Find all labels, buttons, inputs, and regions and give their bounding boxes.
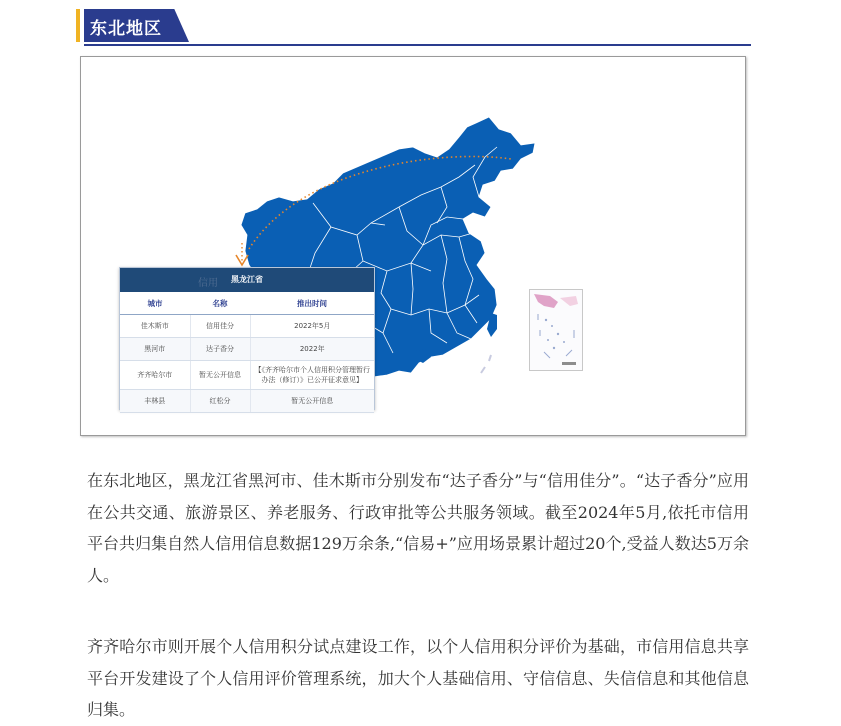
- card-watermark: 信用: [198, 278, 218, 289]
- cell-name: 暂无公开信息: [190, 361, 250, 390]
- cell-name: 红松分: [190, 390, 250, 413]
- table-row: [120, 338, 374, 361]
- table-row: [120, 361, 374, 390]
- south-china-sea-inset: [529, 289, 583, 371]
- cell-city: 丰林县: [120, 390, 190, 413]
- inset-coastline: [534, 294, 558, 308]
- table-row: [120, 390, 374, 413]
- column-header-time: 推出时间: [250, 292, 374, 315]
- cell-name: 信用佳分: [190, 315, 250, 338]
- map-figure: [80, 56, 746, 436]
- table-header-row: [120, 292, 374, 315]
- cell-time: 2022年: [250, 338, 374, 361]
- heilongjiang-info-card: [119, 267, 375, 410]
- section-header: [76, 8, 751, 46]
- inset-islands: [545, 319, 565, 349]
- column-header-name: 名称: [190, 292, 250, 315]
- sea-boundary-dashes: [481, 355, 491, 373]
- cell-time: 【《齐齐哈尔市个人信用积分管理暂行办法（修订）》已公开征求意见】: [250, 361, 374, 390]
- inset-coastline-2: [560, 296, 578, 306]
- paragraph-northeast-overview: 在东北地区，黑龙江省黑河市、佳木斯市分别发布“达子香分”与“信用佳分”。“达子香分”应用在公共交通、旅游景区、养老服务、行政审批等公共服务领域。截至2024年5月,依托市信用平台共归集自然人信用信息数据129万余条,“信易+”应用场景累计超过20个,受益人数达5万余人。: [87, 471, 749, 585]
- cell-time: 2022年5月: [250, 315, 374, 338]
- header-accent-bar: [76, 9, 80, 42]
- cell-name: 达子香分: [190, 338, 250, 361]
- card-title: 黑龙江省: [120, 268, 374, 292]
- section-title: 东北地区: [90, 19, 162, 39]
- cell-city: 佳木斯市: [120, 315, 190, 338]
- inset-boundary-dashes: [538, 314, 574, 358]
- column-header-city: 城市: [120, 292, 190, 315]
- credit-score-table: [120, 292, 374, 413]
- cell-time: 暂无公开信息: [250, 390, 374, 413]
- cell-city: 齐齐哈尔市: [120, 361, 190, 390]
- paragraph-qiqihar: 齐齐哈尔市则开展个人信用积分试点建设工作，以个人信用积分评价为基础，市信用信息共享平台开发建设了个人信用评价管理系统，加大个人基础信用、守信信息、失信信息和其他信息归集。: [87, 637, 749, 719]
- inset-map-graphic: [530, 290, 582, 370]
- inset-scale-bar: [562, 362, 576, 365]
- table-row: [120, 315, 374, 338]
- header-rule: [84, 44, 751, 46]
- cell-city: 黑河市: [120, 338, 190, 361]
